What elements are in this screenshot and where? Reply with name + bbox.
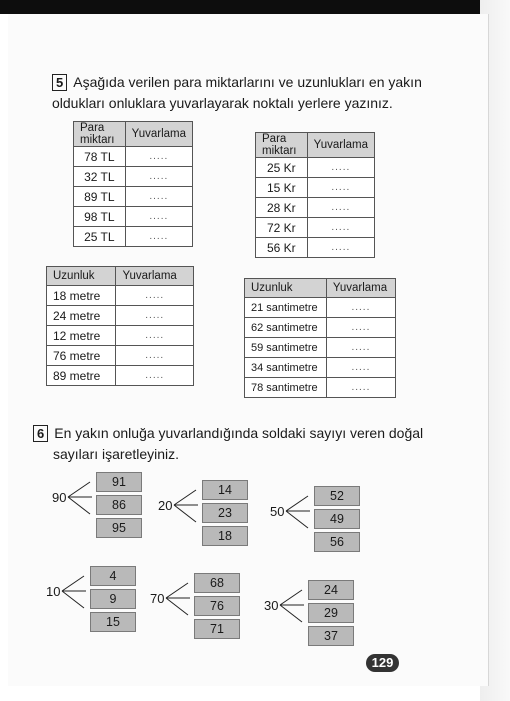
table-row bbox=[74, 167, 193, 187]
rounding-group bbox=[158, 480, 258, 550]
option-box[interactable]: 15 bbox=[90, 612, 136, 632]
table-row bbox=[245, 358, 396, 378]
column-header: Yuvarlama bbox=[125, 122, 192, 147]
amount-cell: 32 TL bbox=[74, 167, 126, 187]
answer-blank[interactable]: ..... bbox=[307, 218, 374, 238]
length-cell: 76 metre bbox=[47, 346, 116, 366]
column-header: Yuvarlama bbox=[116, 267, 194, 286]
column-header: Para miktarı bbox=[256, 133, 308, 158]
table-money-tl bbox=[73, 121, 193, 247]
column-header: Para miktarı bbox=[74, 122, 126, 147]
rounding-group bbox=[52, 472, 152, 542]
option-box[interactable]: 71 bbox=[194, 619, 240, 639]
table-row bbox=[47, 346, 194, 366]
answer-blank[interactable]: ..... bbox=[326, 358, 395, 378]
branch-lines bbox=[46, 566, 96, 626]
answer-blank[interactable]: ..... bbox=[116, 286, 194, 306]
option-box[interactable]: 52 bbox=[314, 486, 360, 506]
target-number: 70 bbox=[150, 591, 165, 606]
option-box[interactable]: 68 bbox=[194, 573, 240, 593]
amount-cell: 72 Kr bbox=[256, 218, 308, 238]
answer-blank[interactable]: ..... bbox=[326, 338, 395, 358]
length-cell: 24 metre bbox=[47, 306, 116, 326]
answer-blank[interactable]: ..... bbox=[307, 158, 374, 178]
q6-instruction-line1: En yakın onluğa yuvarlandığında soldaki sayıyı veren doğal bbox=[54, 425, 424, 441]
branch-lines bbox=[264, 580, 314, 640]
answer-blank[interactable]: ..... bbox=[125, 147, 192, 167]
table-row bbox=[256, 178, 375, 198]
table-row bbox=[74, 207, 193, 227]
page-number: 129 bbox=[366, 654, 399, 672]
table-row bbox=[74, 147, 193, 167]
table-money-kr bbox=[255, 132, 375, 258]
option-box[interactable]: 14 bbox=[202, 480, 248, 500]
answer-blank[interactable]: ..... bbox=[116, 306, 194, 326]
amount-cell: 25 TL bbox=[74, 227, 126, 247]
answer-blank[interactable]: ..... bbox=[326, 318, 395, 338]
length-cell: 89 metre bbox=[47, 366, 116, 386]
answer-blank[interactable]: ..... bbox=[326, 378, 395, 398]
amount-cell: 25 Kr bbox=[256, 158, 308, 178]
table-row bbox=[245, 378, 396, 398]
rounding-group bbox=[270, 486, 370, 556]
option-box[interactable]: 9 bbox=[90, 589, 136, 609]
answer-blank[interactable]: ..... bbox=[326, 298, 395, 318]
answer-blank[interactable]: ..... bbox=[125, 187, 192, 207]
option-box[interactable]: 4 bbox=[90, 566, 136, 586]
option-box[interactable]: 23 bbox=[202, 503, 248, 523]
option-box[interactable]: 91 bbox=[96, 472, 142, 492]
amount-cell: 15 Kr bbox=[256, 178, 308, 198]
q5-instruction-line1: Aşağıda verilen para miktarlarını ve uzunlukları en yakın bbox=[73, 74, 422, 90]
amount-cell: 98 TL bbox=[74, 207, 126, 227]
table-row bbox=[256, 198, 375, 218]
table-row bbox=[256, 218, 375, 238]
length-cell: 62 santimetre bbox=[245, 318, 327, 338]
amount-cell: 89 TL bbox=[74, 187, 126, 207]
option-box[interactable]: 18 bbox=[202, 526, 248, 546]
answer-blank[interactable]: ..... bbox=[116, 366, 194, 386]
length-cell: 18 metre bbox=[47, 286, 116, 306]
table-row bbox=[47, 306, 194, 326]
answer-blank[interactable]: ..... bbox=[125, 207, 192, 227]
branch-lines bbox=[158, 480, 208, 540]
length-cell: 12 metre bbox=[47, 326, 116, 346]
option-box[interactable]: 37 bbox=[308, 626, 354, 646]
column-header: Uzunluk bbox=[47, 267, 116, 286]
rounding-group bbox=[150, 573, 250, 643]
option-box[interactable]: 24 bbox=[308, 580, 354, 600]
table-row bbox=[47, 326, 194, 346]
table-row bbox=[256, 238, 375, 258]
option-box[interactable]: 29 bbox=[308, 603, 354, 623]
table-row bbox=[245, 298, 396, 318]
option-box[interactable]: 49 bbox=[314, 509, 360, 529]
amount-cell: 78 TL bbox=[74, 147, 126, 167]
target-number: 20 bbox=[158, 498, 173, 513]
table-length-cm bbox=[244, 278, 396, 398]
target-number: 10 bbox=[46, 584, 61, 599]
branch-lines bbox=[270, 486, 320, 546]
answer-blank[interactable]: ..... bbox=[307, 198, 374, 218]
table-length-m bbox=[46, 266, 194, 386]
table-row bbox=[256, 158, 375, 178]
table-row bbox=[74, 187, 193, 207]
option-box[interactable]: 56 bbox=[314, 532, 360, 552]
q6-number: 6 bbox=[33, 425, 48, 442]
column-header: Yuvarlama bbox=[307, 133, 374, 158]
answer-blank[interactable]: ..... bbox=[307, 178, 374, 198]
answer-blank[interactable]: ..... bbox=[125, 167, 192, 187]
branch-lines bbox=[52, 472, 102, 532]
target-number: 30 bbox=[264, 598, 279, 613]
column-header: Uzunluk bbox=[245, 279, 327, 298]
branch-lines bbox=[150, 573, 200, 633]
answer-blank[interactable]: ..... bbox=[125, 227, 192, 247]
q5-instruction-line2: oldukları onluklara yuvarlayarak noktalı yerlere yazınız. bbox=[52, 95, 393, 111]
column-header: Yuvarlama bbox=[326, 279, 395, 298]
option-box[interactable]: 86 bbox=[96, 495, 142, 515]
q5-number: 5 bbox=[52, 74, 67, 91]
target-number: 50 bbox=[270, 504, 285, 519]
scan-top-edge bbox=[0, 0, 510, 14]
rounding-group bbox=[264, 580, 364, 650]
table-row bbox=[47, 286, 194, 306]
table-row bbox=[245, 318, 396, 338]
target-number: 90 bbox=[52, 490, 67, 505]
table-row bbox=[47, 366, 194, 386]
table-row bbox=[245, 338, 396, 358]
option-box[interactable]: 76 bbox=[194, 596, 240, 616]
length-cell: 59 santimetre bbox=[245, 338, 327, 358]
length-cell: 78 santimetre bbox=[245, 378, 327, 398]
amount-cell: 56 Kr bbox=[256, 238, 308, 258]
q6-instruction-line2: sayıları işaretleyiniz. bbox=[53, 446, 180, 462]
rounding-group bbox=[46, 566, 146, 636]
length-cell: 34 santimetre bbox=[245, 358, 327, 378]
answer-blank[interactable]: ..... bbox=[116, 326, 194, 346]
answer-blank[interactable]: ..... bbox=[116, 346, 194, 366]
q5-instruction bbox=[52, 72, 452, 114]
table-row bbox=[74, 227, 193, 247]
answer-blank[interactable]: ..... bbox=[307, 238, 374, 258]
amount-cell: 28 Kr bbox=[256, 198, 308, 218]
q6-instruction bbox=[33, 423, 453, 465]
length-cell: 21 santimetre bbox=[245, 298, 327, 318]
option-box[interactable]: 95 bbox=[96, 518, 142, 538]
